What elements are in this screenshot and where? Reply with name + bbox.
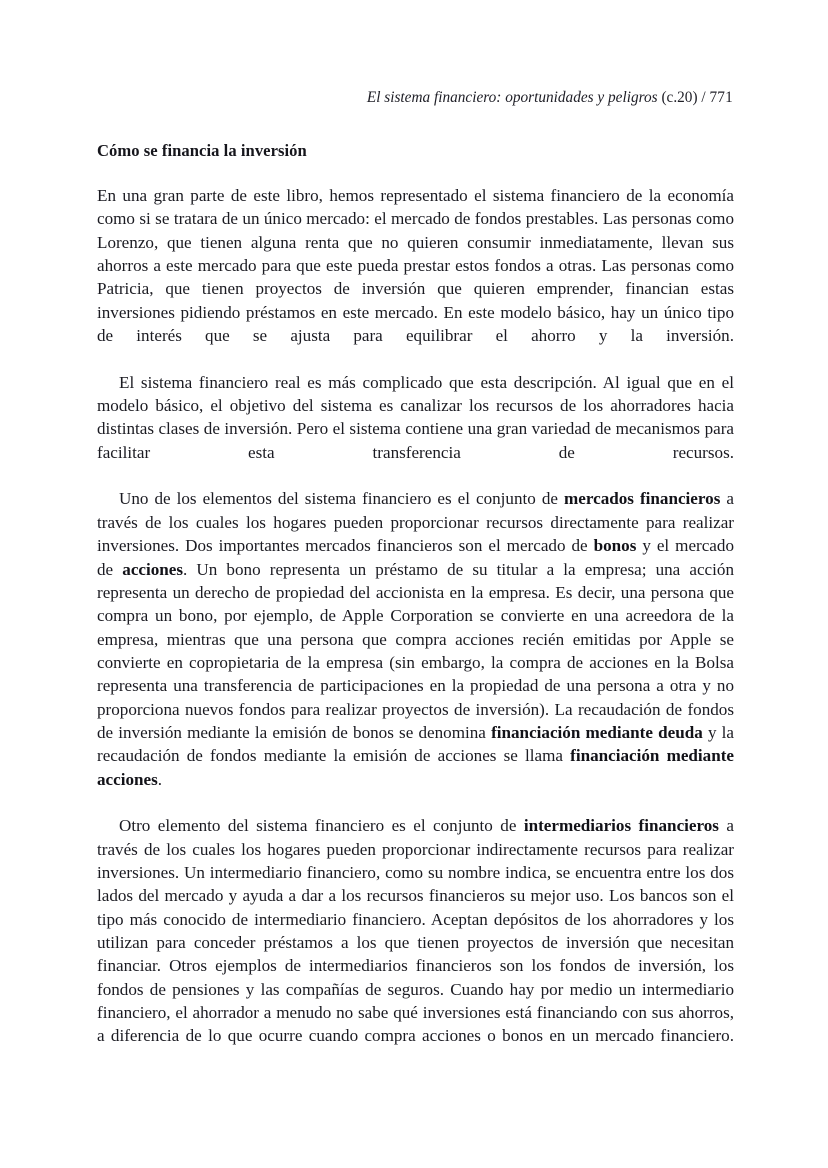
key-term: mercados financieros [564, 489, 721, 509]
text-run: Otro elemento del sistema financiero es el conjunto de [119, 816, 524, 836]
running-head [97, 88, 733, 108]
running-head-chapter: (c.20) [661, 89, 698, 106]
page-folio: 771 [709, 89, 733, 106]
paragraph [97, 814, 734, 1071]
key-term: financiación mediante deuda [491, 722, 703, 742]
paragraph [97, 487, 734, 814]
paragraph [97, 184, 734, 371]
section-heading: Cómo se financia la inversión [97, 141, 307, 160]
text-run: Uno de los elementos del sistema financiero es el conjunto de [119, 489, 564, 509]
text-run: El sistema financiero real es más complicado que esta descripción. Al igual que en el modelo básico, el objetivo del sistema es canalizar los recursos de los ahorradores hacia distintas clases de inversión. Pero el sistema contiene una gran variedad de mecanismos para facilitar esta transferencia de recursos. [97, 372, 734, 462]
text-run: a través de los cuales los hogares pueden proporcionar indirectamente recursos para realizar inversiones. Un intermediario financiero, como su nombre indica, se encuentra entre los dos lados del mercado y ayuda a dar a los recursos financieros su mejor uso. Los bancos son el tipo más conocido de intermediario financiero. Aceptan depósitos de los ahorradores y los utilizan para conceder préstamos a los que tienen proyectos de inversión que necesitan financiar. Otros ejemplos de intermediarios financieros son los fondos de inversión, los fondos de pensiones y las compañías de seguros. Cuando hay por medio un intermediario financiero, el ahorrador a menudo no sabe qué inversiones está financiando con sus ahorros, a diferencia de lo que ocurre cuando compra acciones o bonos en un mercado financiero. [97, 816, 734, 1046]
text-run: . Un bono representa un préstamo de su titular a la empresa; una acción representa un derecho de propiedad del accionista en la empresa. Es decir, una persona que compra un bono, por ejemplo, de Apple Corporation se convierte en una acreedora de la empresa, mientras que una persona que compra acciones recién emitidas por Apple se convierte en copropietaria de la empresa (sin embargo, la compra de acciones en la Bolsa representa una transferencia de participaciones en la propiedad de una persona a otra y no proporciona nuevos fondos para realizar proyectos de inversión). La recaudación de fondos de inversión mediante la emisión de bonos se denomina [97, 559, 734, 742]
key-term: acciones [122, 559, 184, 579]
text-run: . [157, 769, 163, 789]
text-column [97, 140, 734, 1071]
text-run: y la recaudación de fondos mediante la emisión de acciones se llama [97, 722, 734, 766]
text-run: En una gran parte de este libro, hemos representado el sistema financiero de la economía como si se tratara de un único mercado: el mercado de fondos prestables. Las personas como Lorenzo, que tienen alguna renta que no quieren consumir inmediatamente, llevan sus ahorros a este mercado para que este pueda prestar estos fondos a otras. Las personas como Patricia, que tienen proyectos de inversión que quieren emprender, financian estas inversiones pidiendo préstamos en este mercado. En este modelo básico, hay un único tipo de interés que se ajusta para equilibrar el ahorro y la inversión. [97, 186, 734, 346]
paragraph [97, 371, 734, 488]
paragraph-list [97, 184, 734, 1071]
text-run: a través de los cuales los hogares pueden proporcionar recursos directamente para realizar inversiones. Dos importantes mercados financieros son el mercado de [97, 489, 734, 556]
key-term: bonos [593, 536, 637, 556]
running-head-separator: / [701, 89, 706, 106]
running-head-title: El sistema financiero: oportunidades y peligros [366, 89, 658, 106]
key-term: financiación mediante acciones [97, 746, 734, 789]
text-run: y el mercado de [97, 536, 734, 579]
key-term: intermediarios financieros [523, 816, 719, 836]
